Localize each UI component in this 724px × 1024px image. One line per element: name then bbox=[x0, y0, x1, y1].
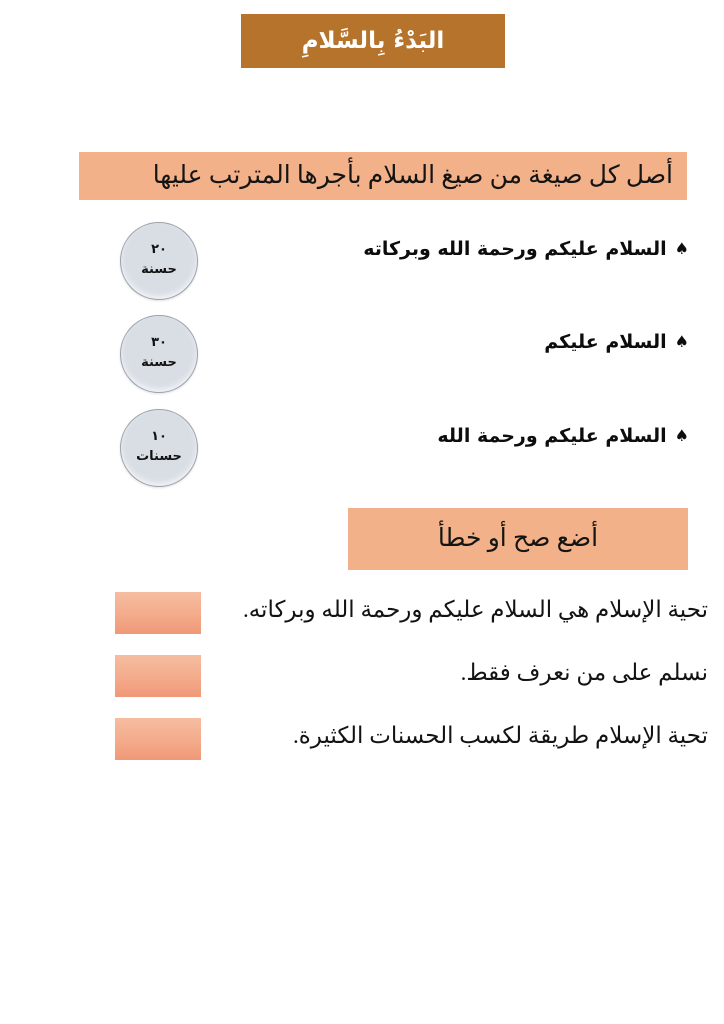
answer-box[interactable] bbox=[115, 655, 201, 697]
reward-circle[interactable] bbox=[120, 315, 198, 393]
truefalse-instruction-text: أضع صح أو خطأ bbox=[437, 525, 599, 553]
greeting-phrase[interactable] bbox=[363, 236, 689, 263]
match-row bbox=[0, 222, 724, 300]
truefalse-statement: نسلم على من نعرف فقط. bbox=[460, 660, 708, 685]
greeting-phrase[interactable] bbox=[544, 329, 689, 356]
greeting-phrase-text: السلام عليكم bbox=[544, 331, 667, 353]
matching-instruction-text: أصل كل صيغة من صيغ السلام بأجرها المترتب عليها bbox=[152, 162, 673, 190]
reward-circle[interactable] bbox=[120, 222, 198, 300]
reward-unit: حسنة bbox=[141, 262, 177, 278]
spade-bullet-icon: ♠ bbox=[674, 332, 689, 351]
reward-number: ٣٠ bbox=[151, 335, 167, 351]
match-row bbox=[0, 315, 724, 393]
reward-circle[interactable] bbox=[120, 409, 198, 487]
truefalse-statement: تحية الإسلام طريقة لكسب الحسنات الكثيرة. bbox=[292, 723, 708, 748]
greeting-phrase-text: السلام عليكم ورحمة الله وبركاته bbox=[363, 238, 667, 260]
answer-box[interactable] bbox=[115, 592, 201, 634]
page-title: البَدْءُ بِالسَّلامِ bbox=[301, 27, 445, 54]
greeting-phrase-text: السلام عليكم ورحمة الله bbox=[437, 425, 667, 447]
reward-number: ٢٠ bbox=[151, 242, 167, 258]
page-title-banner bbox=[241, 14, 505, 68]
match-row bbox=[0, 409, 724, 487]
truefalse-instruction-bar bbox=[348, 508, 688, 570]
truefalse-row bbox=[0, 714, 724, 768]
spade-bullet-icon: ♠ bbox=[674, 239, 689, 258]
reward-unit: حسنات bbox=[136, 449, 182, 465]
truefalse-row bbox=[0, 651, 724, 705]
spade-bullet-icon: ♠ bbox=[674, 426, 689, 445]
truefalse-statement: تحية الإسلام هي السلام عليكم ورحمة الله وبركاته. bbox=[242, 597, 708, 622]
truefalse-row bbox=[0, 588, 724, 642]
answer-box[interactable] bbox=[115, 718, 201, 760]
reward-unit: حسنة bbox=[141, 355, 177, 371]
greeting-phrase[interactable] bbox=[437, 423, 689, 450]
matching-instruction-bar bbox=[79, 152, 687, 200]
reward-number: ١٠ bbox=[151, 429, 167, 445]
